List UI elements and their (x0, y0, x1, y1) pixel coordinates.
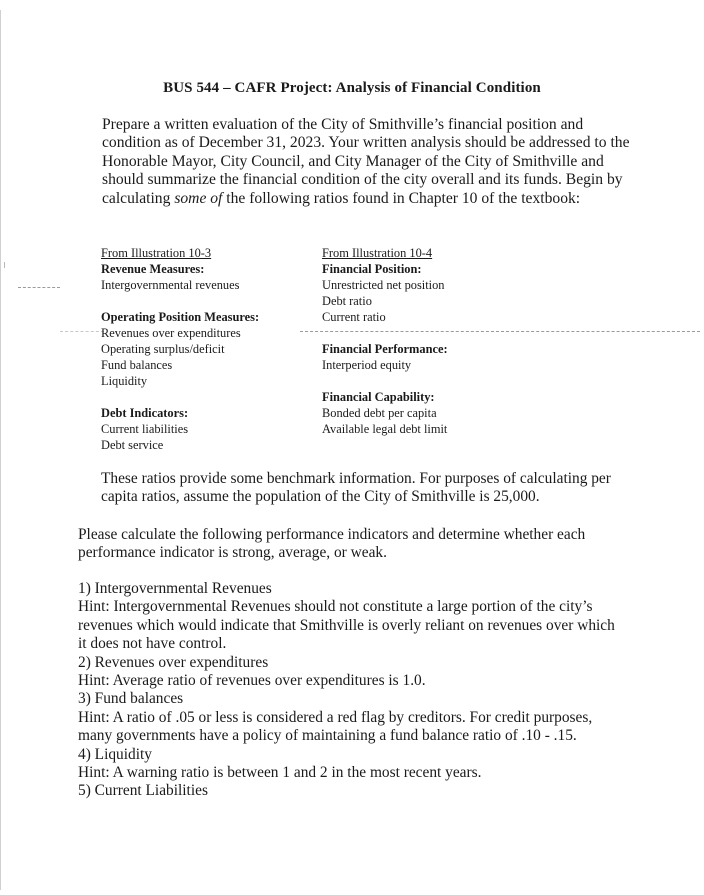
ratio-item: Operating surplus/deficit (101, 342, 225, 356)
ratio-item: Debt ratio (322, 294, 372, 308)
indicator-hint: Hint: Intergovernmental Revenues should not constitute a large portion of the city’s revenues which would indicate that Smithville is overly reliant on revenues over which it does not have control. (78, 598, 615, 653)
ratio-item: Liquidity (101, 374, 148, 388)
indicator-label: 4) Liquidity (78, 745, 152, 763)
indicator-hint: Hint: A warning ratio is between 1 and 2 in the most recent years. (78, 764, 482, 782)
intro-text: Prepare a written evaluation of the City of Smithville’s financial position and condition as of December 31, 2023. Your written analysis should be addressed to the Honorable Mayor, City Council, and City Manager of the City of Smithville and should summarize the financial condition of the city overall and its funds. Begin by calculating (102, 116, 630, 207)
ratio-item: Debt service (101, 438, 164, 452)
indicator-hint: Hint: Average ratio of revenues over expenditures is 1.0. (78, 672, 426, 690)
scan-dash-row (60, 331, 104, 332)
indicator-list (78, 580, 623, 801)
ratio-item: Fund balances (101, 358, 173, 372)
ratio-item: Revenues over expenditures (101, 326, 241, 340)
intro-paragraph (102, 116, 632, 208)
intro-emphasis: some of (174, 189, 223, 207)
scan-dash-left (18, 287, 60, 288)
operating-position-heading: Operating Position Measures: (101, 310, 260, 324)
indicator-hint: Hint: A ratio of .05 or less is considered a red flag by creditors. For credit purposes, many governments have a policy of maintaining a fund balance ratio of .10 - .15. (78, 708, 593, 745)
scan-edge-mark (0, 10, 1, 890)
ratios-left-column (101, 245, 259, 453)
ratio-item: Interperiod equity (322, 358, 412, 372)
illustration-source-left: From Illustration 10-3 (101, 246, 212, 260)
financial-position-heading: Financial Position: (322, 262, 422, 276)
ratios-right-column (322, 245, 448, 437)
intro-text-end: the following ratios found in Chapter 10 of the textbook: (222, 189, 581, 207)
scan-tick-mark (4, 262, 5, 268)
financial-capability-heading: Financial Capability: (322, 390, 435, 404)
page-title: BUS 544 – CAFR Project: Analysis of Financial Condition (163, 80, 541, 96)
ratio-item: Bonded debt per capita (322, 406, 437, 420)
ratio-item: Unrestricted net position (322, 278, 445, 292)
indicator-label: 1) Intergovernmental Revenues (78, 580, 272, 597)
ratio-item: Current liabilities (101, 422, 189, 436)
indicator-label: 3) Fund balances (78, 690, 184, 708)
indicator-label: 2) Revenues over expenditures (78, 653, 269, 671)
indicator-label: 5) Current Liabilities (78, 782, 208, 800)
ratio-item: Available legal debt limit (322, 422, 448, 436)
benchmark-note: These ratios provide some benchmark information. For purposes of calculating per capita ratios, assume the population of the City of Smithville is 25,000. (101, 470, 611, 506)
ratio-item: Intergovernmental revenues (101, 278, 240, 292)
debt-indicators-heading: Debt Indicators: (101, 406, 189, 420)
ratio-item: Current ratio (322, 310, 386, 324)
calc-instruction: Please calculate the following performance indicators and determine whether each performance indicator is strong, average, or weak. (78, 526, 586, 562)
illustration-source-right: From Illustration 10-4 (322, 246, 433, 260)
financial-performance-heading: Financial Performance: (322, 342, 448, 356)
revenue-measures-heading: Revenue Measures: (101, 262, 205, 276)
